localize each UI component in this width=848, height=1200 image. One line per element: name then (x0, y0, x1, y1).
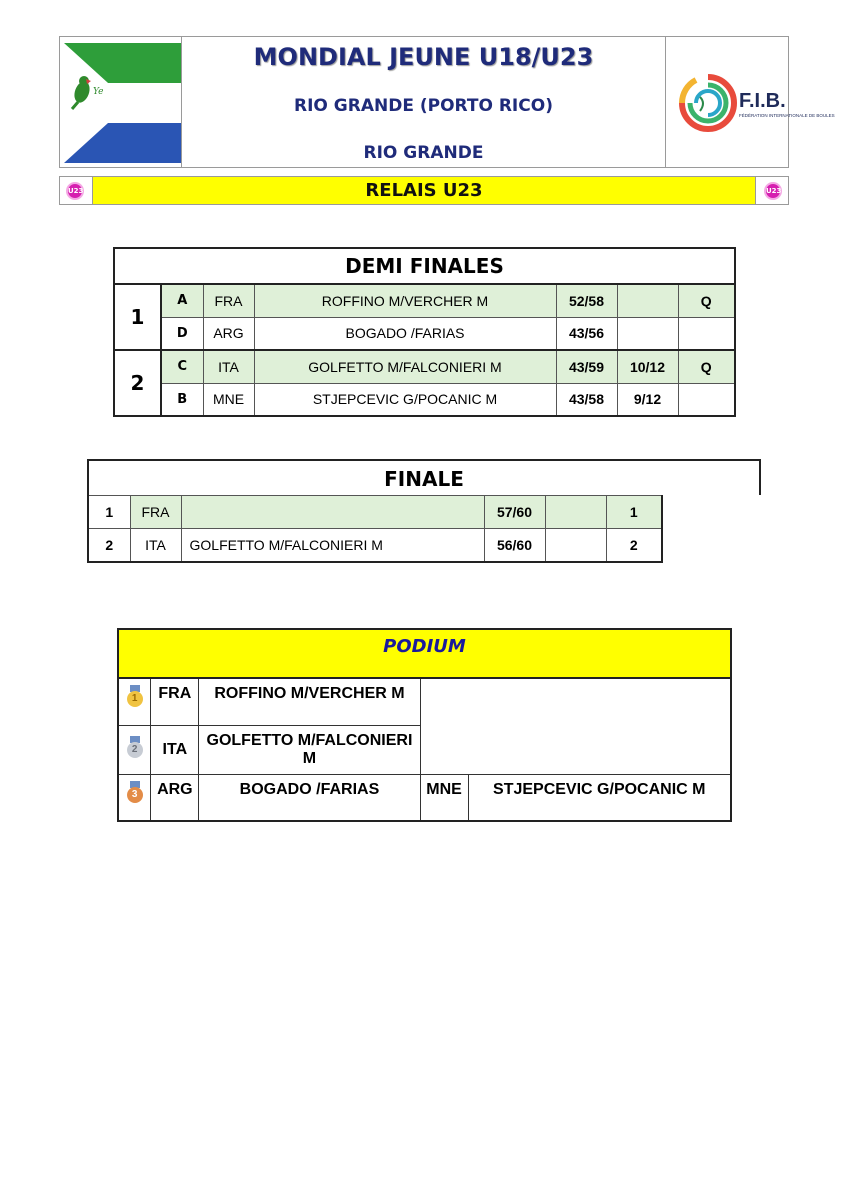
score: 57/60 (484, 496, 545, 529)
team-players: GOLFETTO M/FALCONIERI M (181, 529, 484, 562)
flag-logo (60, 37, 182, 167)
event-band (59, 176, 789, 205)
table-row (88, 496, 662, 529)
gold-medal-icon: 1 (118, 678, 151, 725)
podium-gold-row (118, 678, 731, 725)
team-players: ROFFINO M/VERCHER M (199, 678, 420, 725)
final-place: 2 (606, 529, 662, 562)
score-tiebreak: 10/12 (617, 350, 678, 383)
rank: 2 (88, 529, 130, 562)
document-header (59, 36, 835, 168)
team-code: ARG (203, 317, 254, 350)
team-code: FRA (130, 496, 181, 529)
page-subtitle: RIO GRANDE (PORTO RICO) (294, 96, 553, 116)
team-code: ITA (130, 529, 181, 562)
location-label: RIO GRANDE (363, 143, 484, 163)
empty-cell (420, 678, 731, 774)
fib-logo-text: F.I.B. (739, 90, 786, 112)
podium-bronze-row (118, 774, 731, 821)
rank: 1 (88, 496, 130, 529)
header-titles (182, 37, 665, 167)
table-row (114, 284, 735, 317)
team-code: FRA (151, 678, 199, 725)
team-code: ITA (151, 725, 199, 774)
team-code: ARG (151, 774, 199, 821)
u23-badge-icon: U23 (764, 182, 782, 200)
team-players: BOGADO /FARIAS (199, 774, 420, 821)
bronze-medal-icon: 3 (118, 774, 151, 821)
team-code: MNE (203, 383, 254, 416)
podium-table (117, 628, 732, 822)
fib-logo-icon (666, 37, 835, 167)
team-players: GOLFETTO M/FALCONIERI M (254, 350, 556, 383)
table-row (114, 383, 735, 416)
team-position: A (161, 284, 203, 317)
event-title: RELAIS U23 (92, 177, 756, 204)
podium-title: PODIUM (118, 629, 731, 678)
team-players: STJEPCEVIC G/POCANIC M (468, 774, 731, 821)
group-number: 1 (114, 284, 161, 350)
team-players: GOLFETTO M/FALCONIERI M (199, 725, 420, 774)
qualified-mark (678, 383, 735, 416)
fib-logo-subtext: FÉDÉRATION INTERNATIONALE DE BOULES (739, 113, 835, 118)
puerto-rico-parrot-flag-icon (60, 37, 181, 167)
team-position: D (161, 317, 203, 350)
page-title: MONDIAL JEUNE U18/U23 (253, 43, 594, 71)
score: 43/56 (556, 317, 617, 350)
team-position: C (161, 350, 203, 383)
table-row (88, 529, 662, 562)
score: 56/60 (484, 529, 545, 562)
final-place: 1 (606, 496, 662, 529)
team-position: B (161, 383, 203, 416)
team-code: ITA (203, 350, 254, 383)
score-tiebreak (617, 317, 678, 350)
team-players: STJEPCEVIC G/POCANIC M (254, 383, 556, 416)
team-players: BOGADO /FARIAS (254, 317, 556, 350)
qualified-mark (678, 317, 735, 350)
group-number: 2 (114, 350, 161, 416)
qualified-mark: Q (678, 350, 735, 383)
score-extra (545, 496, 606, 529)
score-tiebreak (617, 284, 678, 317)
team-players: ROFFINO M/VERCHER M (254, 284, 556, 317)
final-table (87, 495, 663, 563)
fib-logo (665, 37, 835, 167)
team-players (181, 496, 484, 529)
u23-badge-icon: U23 (66, 182, 84, 200)
final-title: FINALE (87, 459, 761, 495)
table-row (114, 317, 735, 350)
qualified-mark: Q (678, 284, 735, 317)
score-extra (545, 529, 606, 562)
silver-medal-icon: 2 (118, 725, 151, 774)
score: 52/58 (556, 284, 617, 317)
score-tiebreak: 9/12 (617, 383, 678, 416)
score: 43/58 (556, 383, 617, 416)
semifinals-title: DEMI FINALES (114, 248, 735, 284)
semifinals-table (113, 247, 736, 417)
team-code: FRA (203, 284, 254, 317)
team-code: MNE (420, 774, 468, 821)
score: 43/59 (556, 350, 617, 383)
svg-text:Ye: Ye (93, 87, 104, 97)
table-row (114, 350, 735, 383)
